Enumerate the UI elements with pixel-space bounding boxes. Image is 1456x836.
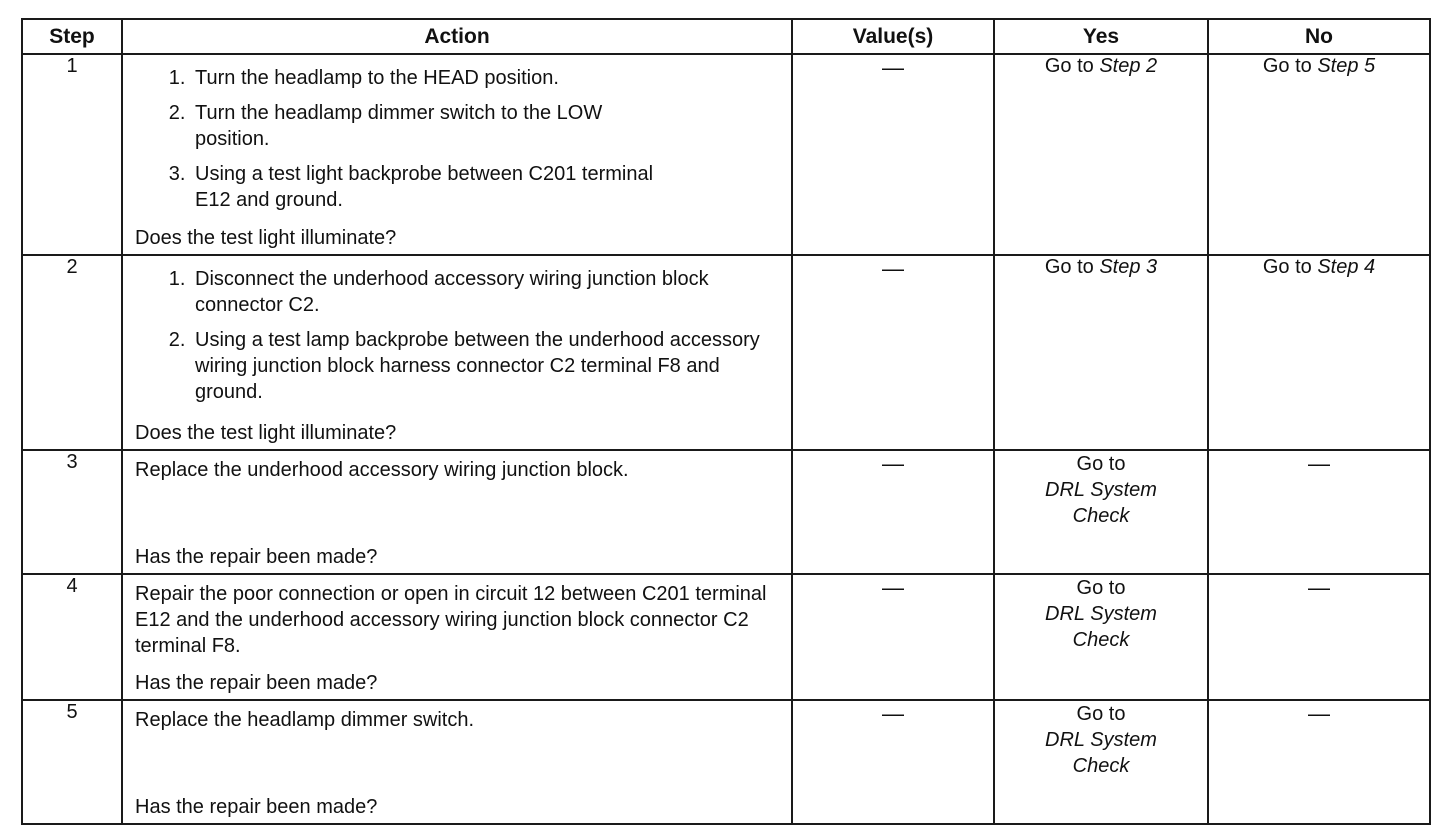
header-step: Step [22, 19, 122, 54]
action-item: 2. Turn the headlamp dimmer switch to the LOW position. [191, 100, 645, 152]
header-values: Value(s) [792, 19, 994, 54]
goto-prefix: Go to [1262, 256, 1318, 278]
yes-cell[interactable] [994, 54, 1208, 255]
action-text: Replace the underhood accessory wiring junction block. [135, 459, 629, 481]
table-row [22, 700, 1430, 824]
goto-prefix: Go to [1262, 55, 1318, 77]
goto-step-link[interactable]: Step 3 [1099, 256, 1158, 278]
drl-system-check-link[interactable]: DRL System [1045, 603, 1157, 625]
value-cell: — [792, 450, 994, 574]
goto-prefix: Go to [1044, 256, 1100, 278]
value-cell: — [792, 54, 994, 255]
header-action: Action [122, 19, 792, 54]
drl-system-check-link-cont[interactable]: Check [1072, 755, 1130, 777]
action-cell [122, 255, 792, 450]
action-question: Has the repair been made? [135, 672, 378, 694]
table-row [22, 450, 1430, 574]
action-list [135, 65, 781, 213]
table-row [22, 255, 1430, 450]
no-cell[interactable] [1208, 255, 1430, 450]
step-number: 1 [22, 54, 122, 255]
drl-system-check-link-cont[interactable]: Check [1072, 629, 1130, 651]
yes-cell[interactable] [994, 574, 1208, 700]
action-text: Replace the headlamp dimmer switch. [135, 709, 475, 731]
yes-cell[interactable] [994, 255, 1208, 450]
action-item: 1. Turn the headlamp to the HEAD position. [191, 65, 665, 91]
action-cell [122, 450, 792, 574]
goto-prefix: Go to [1076, 703, 1126, 725]
drl-system-check-link-cont[interactable]: Check [1072, 505, 1130, 527]
action-item: 1. Disconnect the underhood accessory wiring junction block connector C2. [191, 266, 775, 318]
diagnostic-table [21, 18, 1431, 825]
action-list [135, 266, 781, 405]
step-number: 5 [22, 700, 122, 824]
action-text: Repair the poor connection or open in circuit 12 between C201 terminal E12 and the underhood accessory wiring junction block connector C2 terminal F8. [135, 583, 767, 657]
action-question: Does the test light illuminate? [135, 422, 397, 444]
action-item: 2. Using a test lamp backprobe between the underhood accessory wiring junction block harness connector C2 terminal F8 and ground. [191, 327, 790, 405]
action-cell [122, 700, 792, 824]
yes-cell[interactable] [994, 450, 1208, 574]
no-cell[interactable] [1208, 54, 1430, 255]
goto-prefix: Go to [1076, 577, 1126, 599]
header-yes: Yes [994, 19, 1208, 54]
header-no: No [1208, 19, 1430, 54]
goto-prefix: Go to [1076, 453, 1126, 475]
no-cell: — [1208, 574, 1430, 700]
value-cell: — [792, 700, 994, 824]
step-number: 4 [22, 574, 122, 700]
table-header-row [22, 19, 1430, 54]
no-cell: — [1208, 700, 1430, 824]
value-cell: — [792, 255, 994, 450]
goto-step-link[interactable]: Step 5 [1317, 55, 1376, 77]
goto-step-link[interactable]: Step 2 [1099, 55, 1158, 77]
action-cell [122, 574, 792, 700]
goto-prefix: Go to [1044, 55, 1100, 77]
step-number: 3 [22, 450, 122, 574]
step-number: 2 [22, 255, 122, 450]
action-item: 3. Using a test light backprobe between C201 terminal E12 and ground. [191, 161, 665, 213]
value-cell: — [792, 574, 994, 700]
action-cell [122, 54, 792, 255]
drl-system-check-link[interactable]: DRL System [1045, 729, 1157, 751]
yes-cell[interactable] [994, 700, 1208, 824]
table-row [22, 54, 1430, 255]
action-question: Does the test light illuminate? [135, 227, 397, 249]
table-row [22, 574, 1430, 700]
drl-system-check-link[interactable]: DRL System [1045, 479, 1157, 501]
no-cell: — [1208, 450, 1430, 574]
action-question: Has the repair been made? [135, 796, 378, 818]
action-question: Has the repair been made? [135, 546, 378, 568]
goto-step-link[interactable]: Step 4 [1317, 256, 1376, 278]
